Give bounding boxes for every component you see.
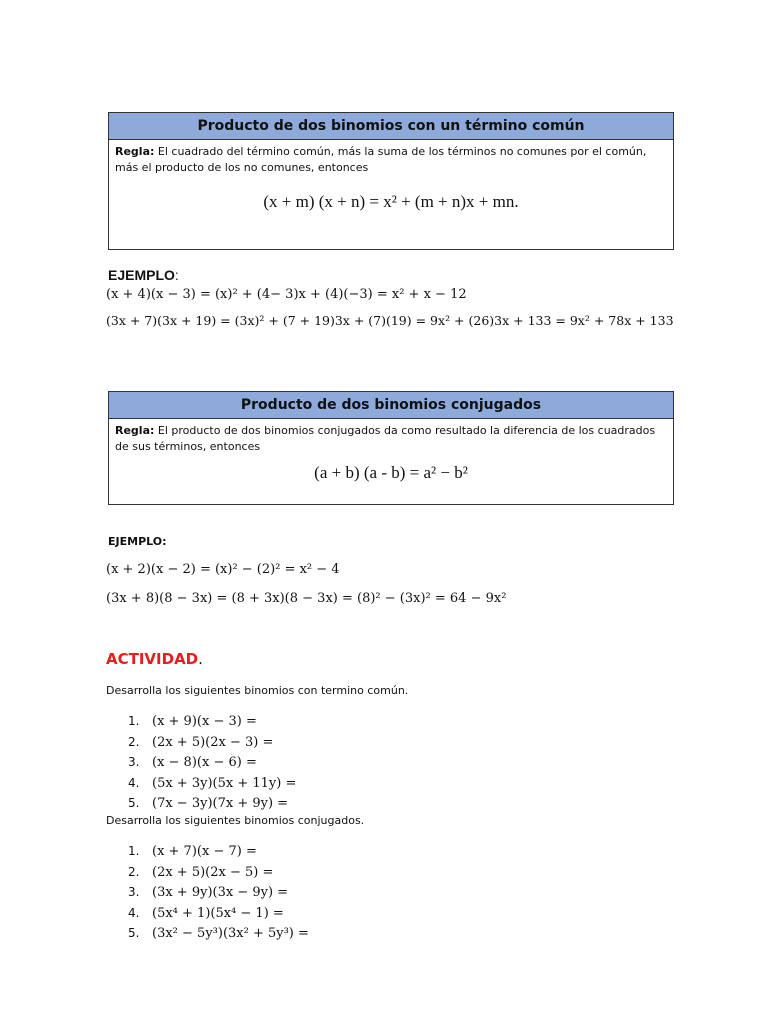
item-expression: (2x + 5)(2x − 5) = [152,864,274,880]
item-number: 5. [128,796,140,810]
item-expression: (3x² − 5y³)(3x² + 5y³) = [152,926,309,941]
item-expression: (5x + 3y)(5x + 11y) = [152,775,297,791]
rule-conjugate [109,419,673,455]
item-expression: (2x + 5)(2x − 3) = [152,734,274,750]
list-item [128,711,296,732]
example-heading-text: EJEMPLO [108,267,175,283]
example2-line-1: (x + 2)(x − 2) = (x)² − (2)² = x² − 4 [106,562,340,577]
formula-common-term: (x + m) (x + n) = x² + (m + n)x + mn. [263,192,519,211]
rule-text: El cuadrado del término común, más la suma de los términos no comunes por el común, más el producto de los no comunes, entonces [115,145,647,174]
activity-heading [106,650,203,668]
exercise-list-conjugate [128,841,309,944]
list-item [128,732,296,753]
example1-line-1: (x + 4)(x − 3) = (x)² + (4− 3)x + (4)(−3) = x² + x − 12 [106,287,467,302]
binomial-conjugate-box [108,391,674,505]
section-title-conjugate: Producto de dos binomios conjugados [109,392,673,419]
activity-heading-text: ACTIVIDAD [106,650,199,668]
example-heading-1 [108,267,179,283]
item-number: 1. [128,844,140,858]
list-item [128,923,309,944]
item-expression: (7x − 3y)(7x + 9y) = [152,796,289,811]
rule-text: El producto de dos binomios conjugados da como resultado la diferencia de los cuadrados de sus términos, entonces [115,424,656,453]
instruction-common-term: Desarrolla los siguientes binomios con termino común. [106,684,409,697]
example2-line-2: (3x + 8)(8 − 3x) = (8 + 3x)(8 − 3x) = (8)² − (3x)² = 64 − 9x² [106,591,507,606]
instruction-conjugate: Desarrolla los siguientes binomios conjugados. [106,814,365,827]
item-number: 2. [128,864,140,879]
list-item [128,841,309,862]
item-number: 4. [128,775,140,790]
activity-heading-period: . [198,650,203,668]
exercise-list-common-term [128,711,296,814]
item-expression: (3x + 9y)(3x − 9y) = [152,885,289,900]
example-heading-2: EJEMPLO: [108,535,167,548]
list-item [128,862,309,883]
item-number: 1. [128,714,140,728]
example-heading-colon: : [174,267,179,283]
list-item [128,752,296,773]
formula-conjugate: (a + b) (a - b) = a² − b² [314,463,468,482]
rule-label: Regla: [115,424,155,437]
example1-line-2: (3x + 7)(3x + 19) = (3x)² + (7 + 19)3x + (7)(19) = 9x² + (26)3x + 133 = 9x² + 78x + 133 [106,313,674,328]
rule-label: Regla: [115,145,155,158]
item-expression: (x + 9)(x − 3) = [152,714,257,729]
item-number: 4. [128,905,140,920]
item-expression: (5x⁴ + 1)(5x⁴ − 1) = [152,905,284,921]
item-expression: (x + 7)(x − 7) = [152,844,257,859]
rule-common-term [109,140,673,176]
item-number: 2. [128,734,140,749]
section-title-common-term: Producto de dos binomios con un término común [109,113,673,140]
list-item [128,793,296,814]
item-number: 3. [128,885,140,899]
list-item [128,773,296,794]
list-item [128,882,309,903]
binomial-common-term-box [108,112,674,250]
item-number: 3. [128,755,140,769]
list-item [128,903,309,924]
item-number: 5. [128,926,140,940]
item-expression: (x − 8)(x − 6) = [152,755,257,770]
